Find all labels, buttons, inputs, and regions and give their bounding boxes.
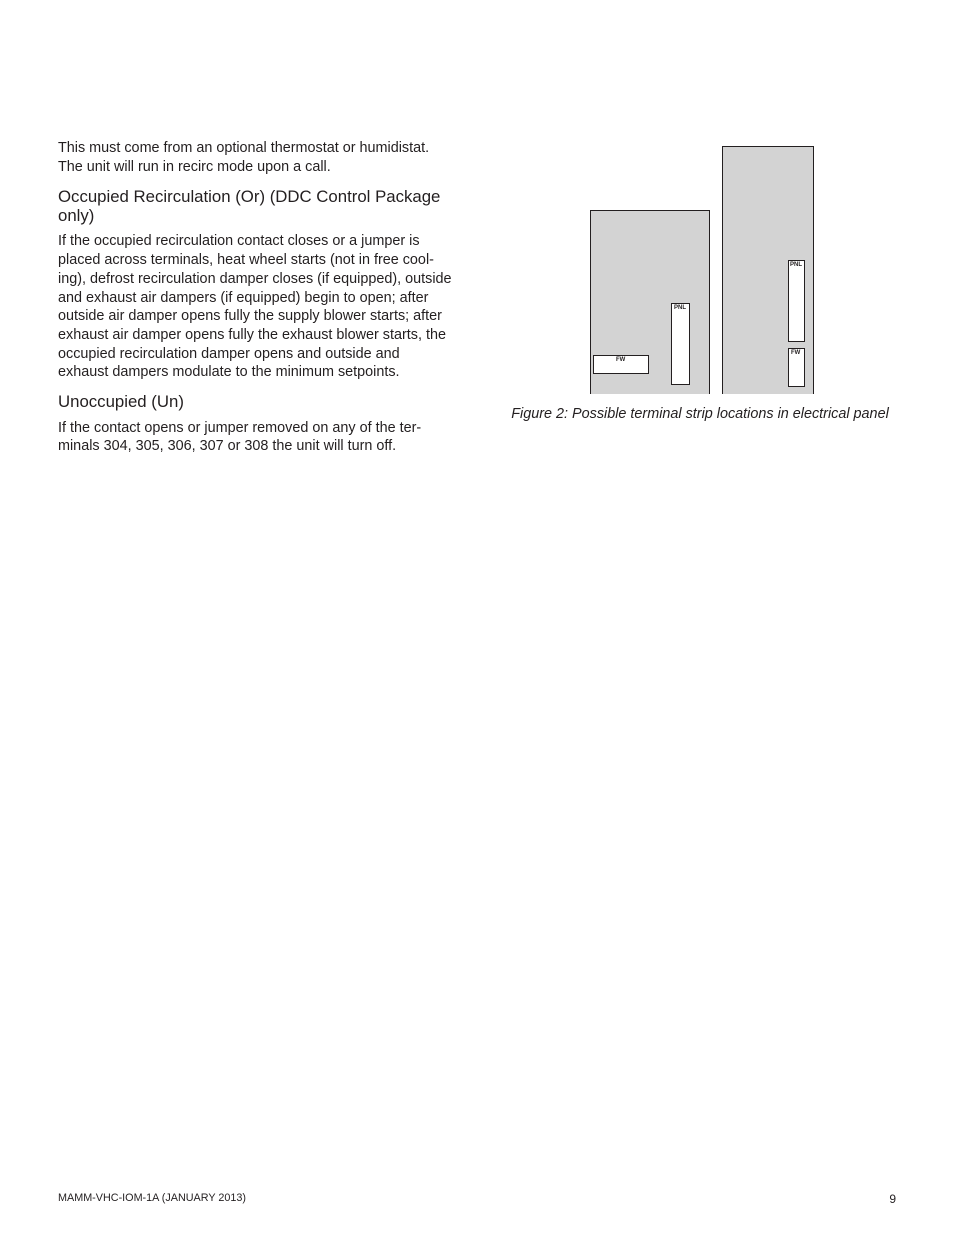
left-electrical-panel — [590, 210, 710, 394]
right-pnl-label: PNL — [790, 262, 802, 268]
occupied-recirculation-heading: Occupied Recirculation (Or) (DDC Control Package only) — [58, 187, 441, 225]
left-column — [58, 139, 452, 456]
page-number: 9 — [889, 1192, 896, 1206]
document-id: MAMM-VHC-IOM-1A (JANUARY 2013) — [58, 1192, 246, 1204]
unoccupied-text: If the contact opens or jumper removed on any of the terminals 304, 305, 306, 307 or 308 the unit will turn off. — [58, 419, 422, 455]
intro-paragraph: This must come from an optional thermostat or humidistat. The unit will run in recirc mode upon a call. — [58, 140, 430, 175]
left-fw-label: FW — [616, 357, 626, 363]
unoccupied-heading: Unoccupied (Un) — [58, 392, 184, 412]
right-fw-terminal-strip — [788, 348, 805, 387]
right-pnl-terminal-strip — [788, 260, 805, 342]
terminal-strip-figure — [500, 145, 900, 435]
right-electrical-panel — [722, 146, 814, 394]
left-fw-terminal-strip — [593, 355, 649, 374]
left-pnl-terminal-strip — [671, 303, 690, 385]
left-pnl-label: PNL — [674, 305, 686, 311]
figure-caption: Figure 2: Possible terminal strip locations in electrical panel — [511, 406, 889, 422]
occupied-recirculation-text: If the occupied recirculation contact closes or a jumper is placed across terminals, heat wheel starts (not in free cooling), defrost recirculation damper closes (if equipped), outside and exhaust air dampers (if equipped) begin to open; after outside air damper opens fully the supply blower starts; after exhaust air damper opens fully the exhaust blower starts, the occupied recirculation damper opens and outside and exhaust dampers modulate to the minimum setpoints. — [58, 233, 452, 381]
right-fw-label: FW — [791, 350, 801, 356]
